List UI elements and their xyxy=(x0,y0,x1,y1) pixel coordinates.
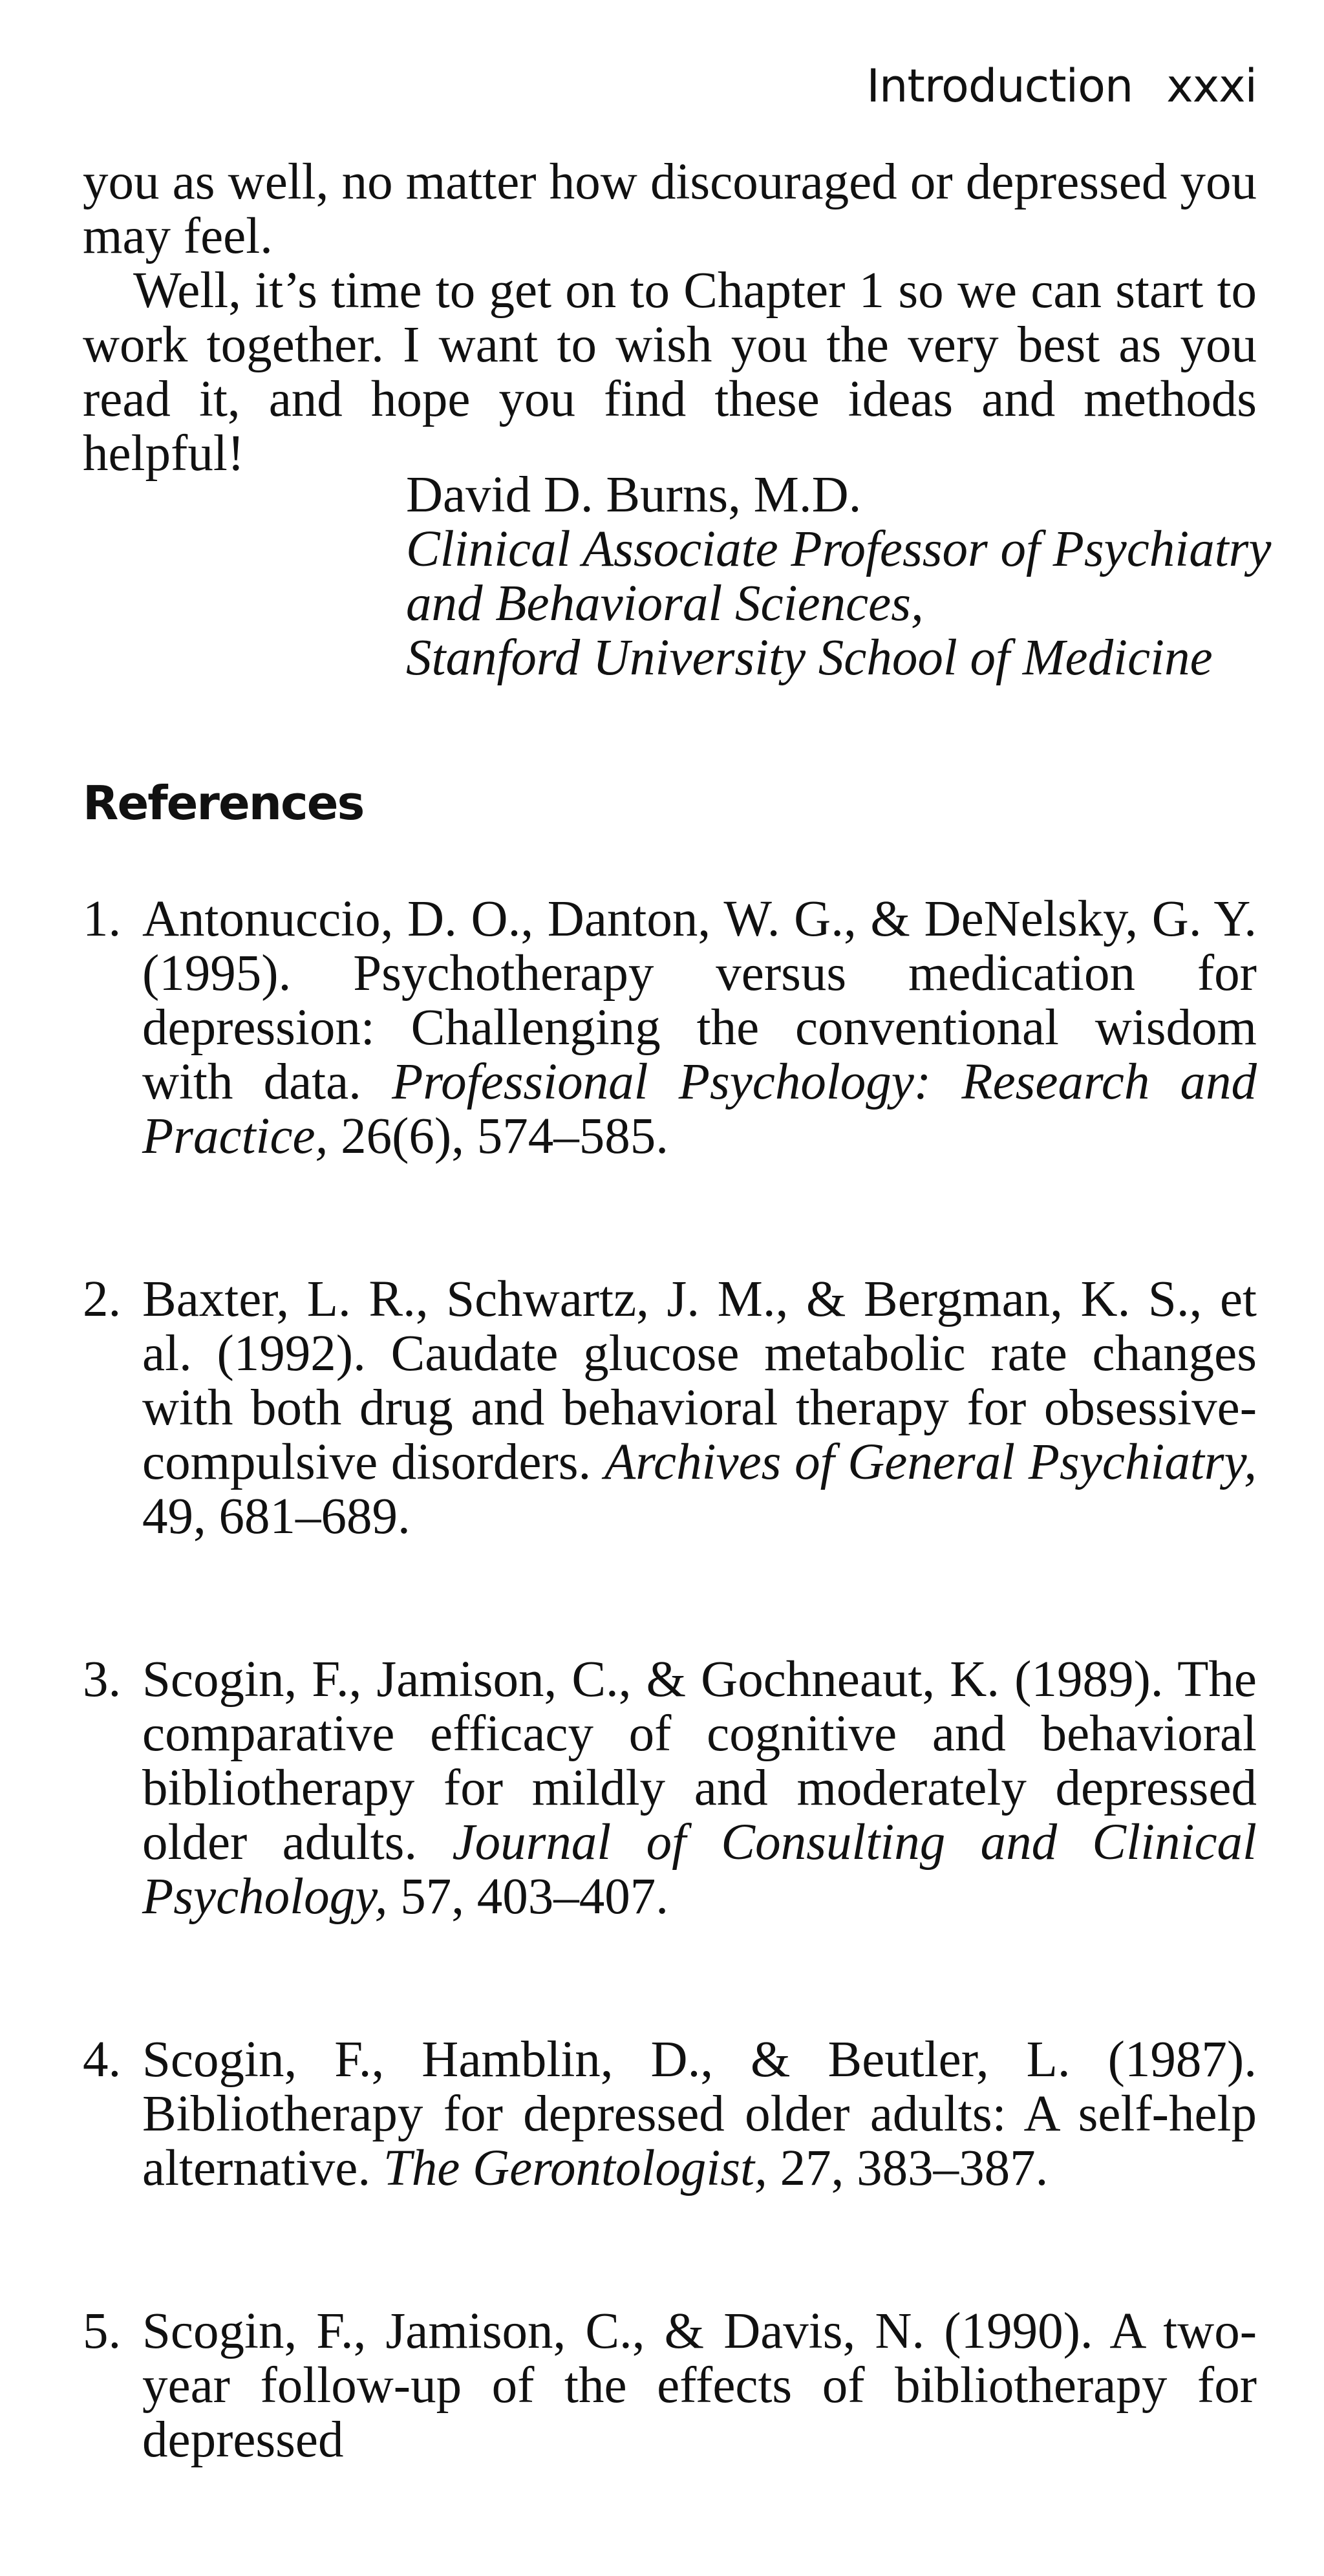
reference-citation: Baxter, L. R., Schwartz, J. M., & Bergman, K. S., et al. (1992). Caudate glucose metabolic rate changes with both drug and behavioral therapy for obsessive-compulsive disorders. xyxy=(142,1271,1257,1490)
reference-volume-pages: 57, 403–407. xyxy=(387,1869,669,1925)
reference-number: 1. xyxy=(83,891,122,947)
reference-journal: Professional Psychology: Research and Practice, xyxy=(142,1054,1257,1165)
body-paragraph: you as well, no matter how discouraged or depressed you may feel. xyxy=(83,154,1257,264)
reference-citation: Scogin, F., Jamison, C., & Davis, N. (1990). A two-year follow-up of the effects of bibliotherapy for depressed xyxy=(142,2303,1257,2468)
reference-citation: Scogin, F., Jamison, C., & Gochneaut, K. (1989). The comparative efficacy of cognitive and behavioral bibliotherapy for mildly and moderately depressed older adults. xyxy=(142,1651,1257,1871)
body-paragraph: Well, it’s time to get on to Chapter 1 so we can start to work together. I want to wish you the very best as you read it, and hope you find these ideas and methods helpful! xyxy=(83,263,1257,482)
references-heading: References xyxy=(83,776,364,830)
reference-volume-pages: 49, 681–689. xyxy=(142,1488,411,1545)
reference-item xyxy=(83,892,1257,1164)
reference-list xyxy=(83,892,1257,2576)
author-signature xyxy=(406,467,1272,686)
body-text xyxy=(83,155,1257,481)
reference-citation: Scogin, F., Hamblin, D., & Beutler, L. (1987). Bibliotherapy for depressed older adults: A self-help alternative. xyxy=(142,2032,1257,2196)
reference-item xyxy=(83,1272,1257,1544)
book-page xyxy=(83,0,1272,2468)
reference-number: 2. xyxy=(83,1271,122,1327)
reference-volume-pages: 26(6), 574–585. xyxy=(328,1108,668,1165)
running-head-section: Introduction xyxy=(866,59,1133,113)
reference-number: 5. xyxy=(83,2303,122,2359)
reference-volume-pages: 27, 383–387. xyxy=(767,2140,1049,2196)
reference-citation: Antonuccio, D. O., Danton, W. G., & DeNelsky, G. Y. (1995). Psychotherapy versus medication for depression: Challenging the conventional wisdom with data. xyxy=(142,891,1257,1110)
author-institution: Stanford University School of Medicine xyxy=(406,630,1213,686)
reference-number: 3. xyxy=(83,1651,122,1708)
page-number: xxxi xyxy=(1166,59,1257,113)
reference-journal: Archives of General Psychiatry, xyxy=(604,1434,1257,1490)
reference-journal: The Gerontologist, xyxy=(383,2140,767,2196)
running-head xyxy=(866,59,1257,113)
author-title: Clinical Associate Professor of Psychiatry xyxy=(406,521,1272,577)
reference-item xyxy=(83,2033,1257,2196)
author-name: David D. Burns, M.D. xyxy=(406,467,862,523)
reference-journal: Journal of Consulting and Clinical Psychology, xyxy=(142,1814,1257,1925)
reference-item xyxy=(83,1653,1257,1924)
author-title: and Behavioral Sciences, xyxy=(406,575,924,632)
reference-item xyxy=(83,2304,1257,2467)
reference-number: 4. xyxy=(83,2032,122,2088)
